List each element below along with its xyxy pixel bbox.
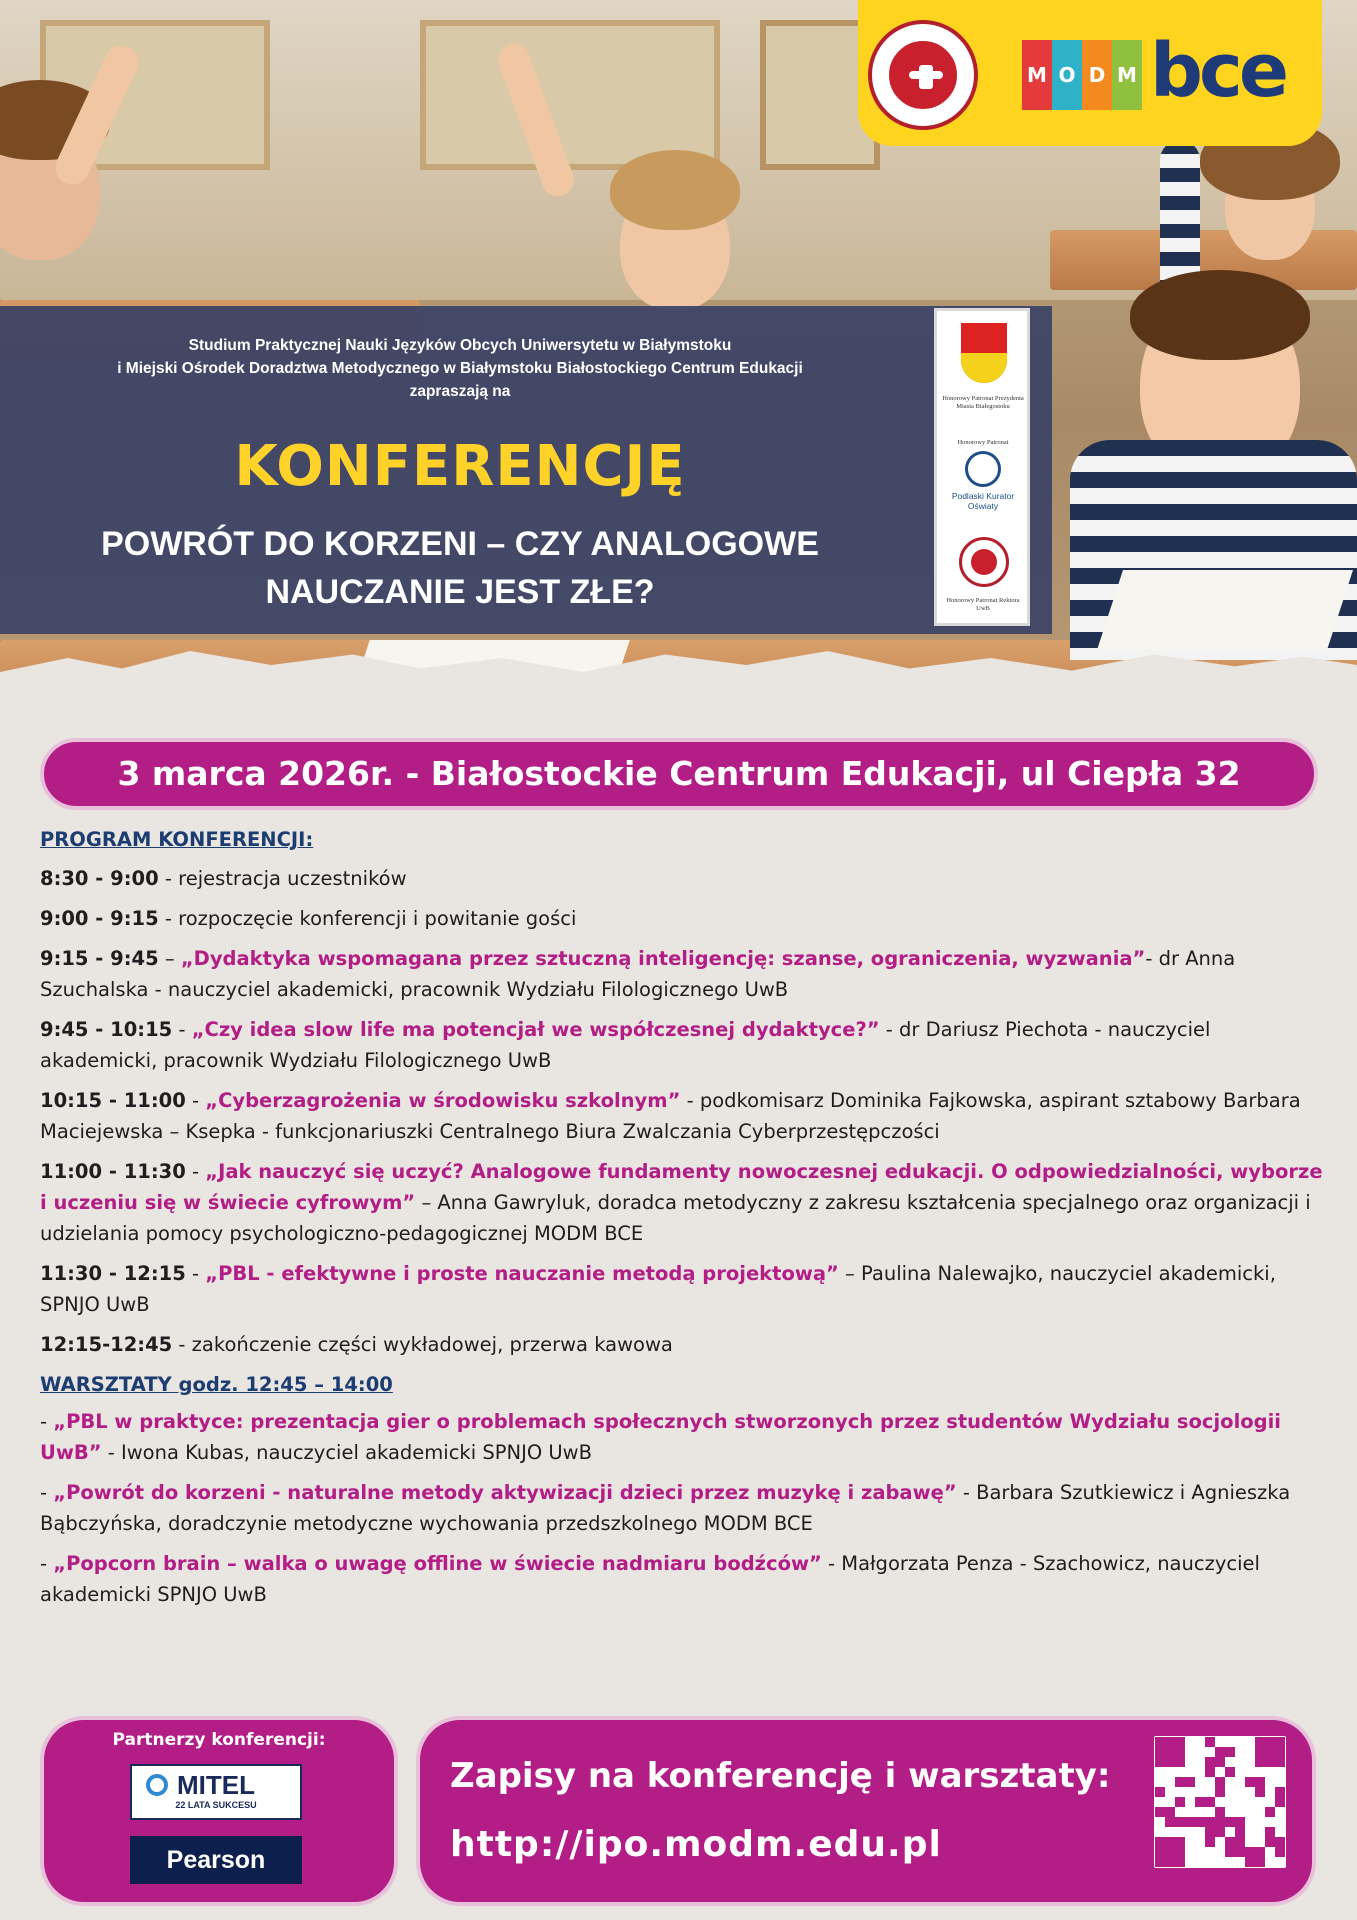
program-time: 9:00 - 9:15 — [40, 907, 159, 930]
qr-code-icon[interactable] — [1150, 1732, 1290, 1872]
program-item: 9:45 - 10:15 - „Czy idea slow life ma potencjał we współczesnej dydaktyce?” - dr Dariusz Piechota - nauczyciel akademicki, pracownik Wydziału Filologicznego UwB — [40, 1018, 1211, 1072]
signup-label: Zapisy na konferencję i warsztaty: — [450, 1756, 1111, 1796]
program-talk-desc: rejestracja uczestników — [178, 867, 407, 890]
workshop-desc: - Małgorzata Penza - Szachowicz, nauczyciel akademicki SPNJO UwB — [40, 1552, 1260, 1606]
program-time: 10:15 - 11:00 — [40, 1089, 186, 1112]
intro-text: Studium Praktycznej Nauki Języków Obcych Uniwersytetu w Białymstoku i Miejski Ośrodek Doradztwa Metodycznego w Białymstoku Białostockiego Centrum Edukacji zapraszają na — [117, 337, 803, 400]
mitel-logo: MITEL 22 LATA SUKCESU — [130, 1764, 302, 1820]
modm-letter: M — [1112, 40, 1142, 110]
program-item: 9:15 - 9:45 – „Dydaktyka wspomagana przez sztuczną inteligencję: szanse, ograniczenia, wyzwania”- dr Anna Szuchalska - nauczyciel akademicki, pracownik Wydziału Filologicznego UwB — [40, 947, 1236, 1001]
patronage-kurator: Podlaski Kurator Oświaty — [951, 491, 1015, 511]
partners-label: Partnerzy konferencji: — [112, 1730, 326, 1750]
workshop-title: „Popcorn brain – walka o uwagę offline w świecie nadmiaru bodźców” — [53, 1552, 822, 1575]
program — [40, 824, 1330, 1619]
program-item: 9:00 - 9:15 - rozpoczęcie konferencji i powitanie gości — [40, 907, 577, 930]
program-time: 8:30 - 9:00 — [40, 867, 159, 890]
patronage-strip — [934, 308, 1030, 626]
rector-seal-icon — [959, 537, 1009, 587]
partners-box — [40, 1716, 398, 1906]
workshop-title: „Powrót do korzeni - naturalne metody aktywizacji dzieci przez muzykę i zabawę” — [53, 1481, 957, 1504]
modm-logo — [1022, 40, 1142, 110]
program-heading: PROGRAM KONFERENCJI: — [40, 828, 314, 851]
program-talk-title: „PBL - efektywne i proste nauczanie metodą projektową” — [205, 1262, 839, 1285]
program-time: 12:15-12:45 — [40, 1333, 173, 1356]
kurator-logo-icon — [965, 451, 1001, 487]
workshop-title: „PBL w praktyce: prezentacja gier o problemach społecznych stworzonych przez studentów Wydziału socjologii UwB” — [40, 1410, 1281, 1464]
conference-title: KONFERENCJĘ — [234, 434, 686, 499]
program-time: 11:30 - 12:15 — [40, 1262, 186, 1285]
program-talk-title: „Czy idea slow life ma potencjał we współczesnej dydaktyce?” — [191, 1018, 880, 1041]
date-banner: 3 marca 2026r. - Białostockie Centrum Edukacji, ul Ciepła 32 — [40, 738, 1318, 810]
modm-letter: D — [1082, 40, 1112, 110]
program-talk-desc: - dr Dariusz Piechota - nauczyciel akademicki, pracownik Wydziału Filologicznego UwB — [40, 1018, 1211, 1072]
patronage-rector: Honorowy Patronat Rektora UwB — [946, 597, 1020, 612]
workshop-item: - „Popcorn brain – walka o uwagę offline w świecie nadmiaru bodźców” - Małgorzata Penza - Szachowicz, nauczyciel akademicki SPNJO UwB — [40, 1552, 1260, 1606]
program-item: 12:15-12:45 - zakończenie części wykładowej, przerwa kawowa — [40, 1333, 673, 1356]
workshop-desc: - Barbara Szutkiewicz i Agnieszka Bąbczyńska, doradczynie metodyczne wychowania przedszkolnego MODM BCE — [40, 1481, 1291, 1535]
program-talk-title: „Dydaktyka wspomagana przez sztuczną inteligencję: szanse, ograniczenia, wyzwania” — [180, 947, 1146, 970]
program-talk-desc: rozpoczęcie konferencji i powitanie gości — [178, 907, 577, 930]
program-item: 8:30 - 9:00 - rejestracja uczestników — [40, 867, 407, 890]
program-item: 11:30 - 12:15 - „PBL - efektywne i proste nauczanie metodą projektową” – Paulina Nalewajko, nauczyciel akademicki, SPNJO UwB — [40, 1262, 1276, 1316]
workshop-desc: - Iwona Kubas, nauczyciel akademicki SPNJO UwB — [101, 1441, 592, 1464]
workshops-heading: WARSZTATY godz. 12:45 – 14:00 — [40, 1373, 393, 1396]
workshop-item: - „PBL w praktyce: prezentacja gier o problemach społecznych stworzonych przez studentów Wydziału socjologii UwB” - Iwona Kubas, nauczyciel akademicki SPNJO UwB — [40, 1410, 1281, 1464]
program-item: 11:00 - 11:30 - „Jak nauczyć się uczyć? Analogowe fundamenty nowoczesnej edukacji. O odpowiedzialności, wyborze i uczeniu się w świecie cyfrowym” – Anna Gawryluk, doradca metodyczny z zakresu kształcenia specjalnego oraz organizacji i udzielania pomocy psychologiczno-pedagogicznej MODM BCE — [40, 1160, 1323, 1245]
program-time: 9:45 - 10:15 — [40, 1018, 173, 1041]
bce-logo: bce — [1150, 28, 1286, 114]
conference-subtitle: POWRÓT DO KORZENI – CZY ANALOGOWE NAUCZANIE JEST ZŁE? — [101, 525, 819, 611]
program-talk-desc: zakończenie części wykładowej, przerwa kawowa — [191, 1333, 673, 1356]
program-talk-title: „Cyberzagrożenia w środowisku szkolnym” — [205, 1089, 681, 1112]
program-item: 10:15 - 11:00 - „Cyberzagrożenia w środowisku szkolnym” - podkomisarz Dominika Fajkowska, aspirant sztabowy Barbara Maciejewska – Ksepka - funkcjonariuszki Centralnego Biura Zwalczania Cyberprzestępczości — [40, 1089, 1301, 1143]
university-seal-logo — [868, 20, 978, 130]
program-talk-desc: - dr Anna Szuchalska - nauczyciel akademicki, pracownik Wydziału Filologicznego UwB — [40, 947, 1236, 1001]
patronage-mayor: Honorowy Patronat Prezydenta Miasta Białegostoku — [942, 395, 1024, 410]
modm-letter: M — [1022, 40, 1052, 110]
patronage-label: Honorowy Patronat — [957, 439, 1009, 446]
pearson-logo: Pearson — [130, 1836, 302, 1884]
program-time: 11:00 - 11:30 — [40, 1160, 186, 1183]
modm-letter: O — [1052, 40, 1082, 110]
program-talk-title: „Jak nauczyć się uczyć? Analogowe fundamenty nowoczesnej edukacji. O odpowiedzialności, wyborze i uczeniu się w świecie cyfrowym” — [40, 1160, 1323, 1214]
program-talk-desc: - podkomisarz Dominika Fajkowska, aspirant sztabowy Barbara Maciejewska – Ksepka - funkcjonariuszki Centralnego Biura Zwalczania Cyberprzestępczości — [40, 1089, 1301, 1143]
program-time: 9:15 - 9:45 — [40, 947, 159, 970]
program-talk-desc: – Anna Gawryluk, doradca metodyczny z zakresu kształcenia specjalnego oraz organizacji i udzielania pomocy psychologiczno-pedagogicznej MODM BCE — [40, 1191, 1311, 1245]
program-talk-desc: – Paulina Nalewajko, nauczyciel akademicki, SPNJO UwB — [40, 1262, 1276, 1316]
signup-url[interactable]: http://ipo.modm.edu.pl — [450, 1824, 942, 1865]
workshop-item: - „Powrót do korzeni - naturalne metody aktywizacji dzieci przez muzykę i zabawę” - Barbara Szutkiewicz i Agnieszka Bąbczyńska, doradczynie metodyczne wychowania przedszkolnego MODM BCE — [40, 1481, 1291, 1535]
